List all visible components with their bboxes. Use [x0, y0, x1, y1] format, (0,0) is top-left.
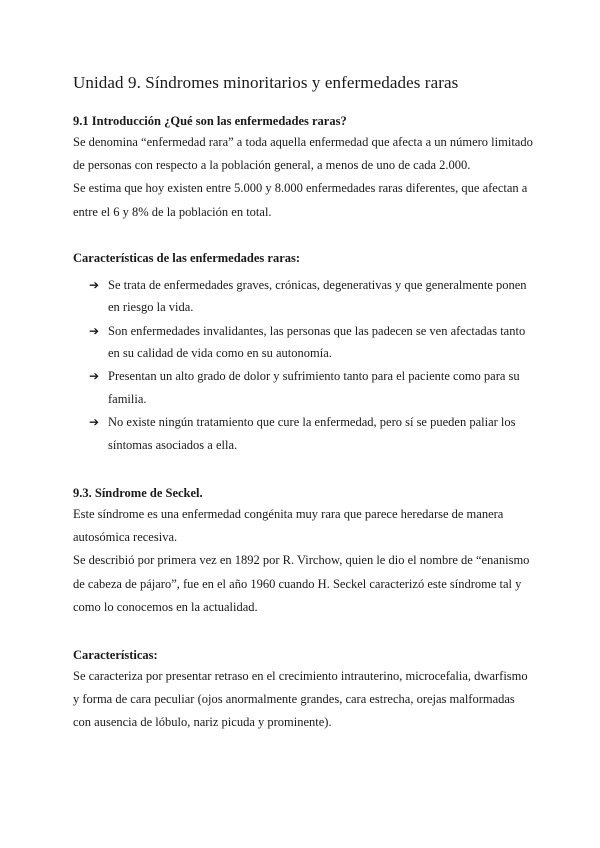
document-content [73, 72, 533, 735]
document-title: Unidad 9. Síndromes minoritarios y enfermedades raras [73, 73, 459, 92]
arrow-right-icon: ➔ [89, 415, 100, 430]
characteristics-list [73, 274, 533, 456]
paragraph: Se caracteriza por presentar retraso en el crecimiento intrauterino, microcefalia, dwarfismo y forma de cara peculiar (ojos anormalmente grandes, cara estrecha, orejas malformadas con ausencia de lóbulo, nariz picuda y prominente). [73, 669, 528, 730]
section-heading-caracteristicas-enfermedades: Características de las enfermedades raras: [73, 250, 301, 265]
paragraph: Se estima que hoy existen entre 5.000 y 8.000 enfermedades raras diferentes, que afectan a entre el 6 y 8% de la población en total. [73, 181, 528, 219]
paragraph: Este síndrome es una enfermedad congénita muy rara que parece heredarse de manera autosómica recesiva. [73, 507, 504, 545]
section-spacer [73, 457, 533, 483]
list-item [73, 411, 533, 456]
section-spacer [73, 224, 533, 248]
arrow-right-icon: ➔ [89, 369, 100, 384]
paragraph: Se describió por primera vez en 1892 por R. Virchow, quien le dio el nombre de “enanismo de cabeza de pájaro”, fue en el año 1960 cuando H. Seckel caracterizó este síndrome tal y como lo conocemos en la actualidad. [73, 553, 530, 614]
list-item-text: Presentan un alto grado de dolor y sufrimiento tanto para el paciente como para su familia. [108, 369, 520, 406]
section-heading-caracteristicas: Características: [73, 648, 158, 663]
paragraph: Se denomina “enfermedad rara” a toda aquella enfermedad que afecta a un número limitado de personas con respecto a la población general, a menos de uno de cada 2.000. [73, 135, 533, 173]
list-item [73, 320, 533, 365]
section-spacer [73, 619, 533, 645]
list-item [73, 365, 533, 410]
arrow-right-icon: ➔ [89, 323, 100, 338]
list-item [73, 274, 533, 319]
list-item-text: No existe ningún tratamiento que cure la enfermedad, pero sí se pueden paliar los síntomas asociados a ella. [108, 415, 516, 452]
list-item-text: Son enfermedades invalidantes, las personas que las padecen se ven afectadas tanto en su calidad de vida como en su autonomía. [108, 323, 526, 361]
section-heading-seckel: 9.3. Síndrome de Seckel. [73, 486, 203, 501]
section-heading-introduccion: 9.1 Introducción ¿Qué son las enfermedades raras? [73, 114, 347, 128]
arrow-right-icon: ➔ [89, 277, 100, 292]
list-item-text: Se trata de enfermedades graves, crónicas, degenerativas y que generalmente ponen en riesgo la vida. [108, 277, 527, 315]
